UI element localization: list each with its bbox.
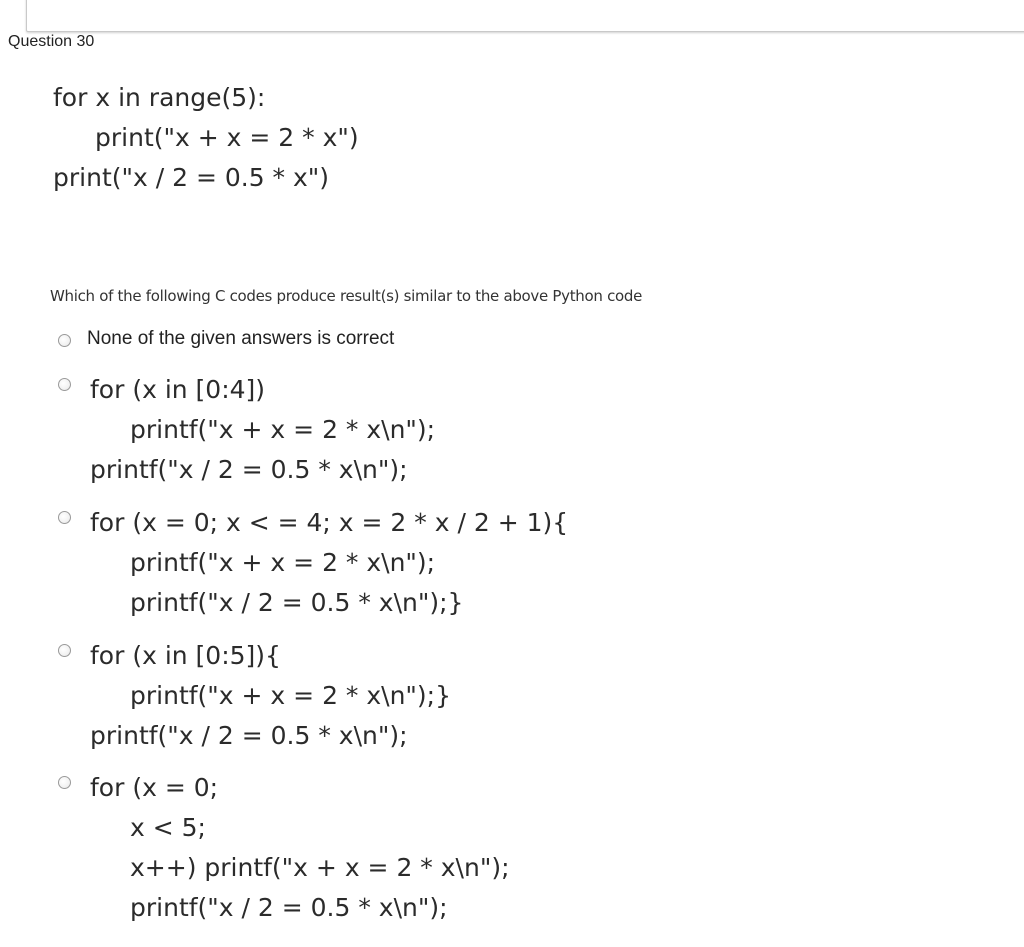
- code-line: printf("x / 2 = 0.5 * x\n");: [90, 721, 408, 750]
- option-4-code[interactable]: [90, 636, 451, 756]
- code-line: printf("x / 2 = 0.5 * x\n");: [130, 893, 448, 922]
- code-line: for (x in [0:4]): [90, 375, 266, 404]
- code-line: printf("x + x = 2 * x\n");}: [130, 681, 452, 710]
- option-3-code[interactable]: [90, 503, 568, 623]
- option-5-radio[interactable]: [58, 776, 71, 789]
- code-line: printf("x / 2 = 0.5 * x\n");: [90, 455, 408, 484]
- python-code-block: [53, 78, 359, 198]
- option-3-radio[interactable]: [58, 511, 71, 524]
- code-line: printf("x + x = 2 * x\n");: [130, 415, 436, 444]
- option-5-code[interactable]: [90, 768, 510, 928]
- option-2-code[interactable]: [90, 370, 435, 490]
- code-line: for (x in [0:5]){: [90, 641, 281, 670]
- code-line: print("x / 2 = 0.5 * x"): [53, 163, 330, 192]
- code-line: for (x = 0;: [90, 773, 219, 802]
- code-line: x < 5;: [130, 813, 206, 842]
- option-2-radio[interactable]: [58, 378, 71, 391]
- code-line: printf("x / 2 = 0.5 * x\n");}: [130, 588, 464, 617]
- question-prompt: Which of the following C codes produce result(s) similar to the above Python code: [50, 287, 643, 305]
- question-number: Question 30: [8, 33, 95, 50]
- option-1-radio[interactable]: [58, 334, 71, 347]
- code-line: for (x = 0; x < = 4; x = 2 * x / 2 + 1){: [90, 508, 569, 537]
- code-line: x++) printf("x + x = 2 * x\n");: [130, 853, 510, 882]
- option-1-label[interactable]: None of the given answers is correct: [87, 328, 395, 349]
- option-4-radio[interactable]: [58, 644, 71, 657]
- code-line: printf("x + x = 2 * x\n");: [130, 548, 436, 577]
- previous-question-panel: [26, 0, 1024, 32]
- code-line: print("x + x = 2 * x"): [95, 123, 359, 152]
- code-line: for x in range(5):: [53, 83, 266, 112]
